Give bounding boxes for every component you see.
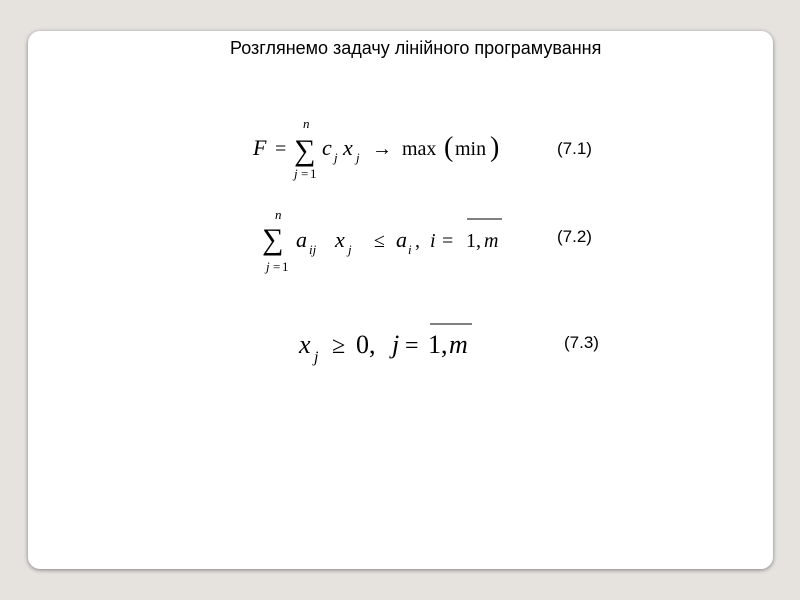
- bound-a-subscript: i: [408, 242, 412, 257]
- sum-lower-one: 1: [282, 259, 289, 274]
- bound-a: a: [396, 227, 407, 252]
- index-i: i: [430, 230, 436, 252]
- sum-symbol: ∑: [262, 223, 284, 256]
- coefficient-a: a: [296, 227, 307, 252]
- equation-number-7-3: (7.3): [564, 333, 599, 352]
- variable-x-subscript: j: [348, 242, 352, 257]
- equation-number-7-1: (7.1): [557, 139, 592, 158]
- variable-x: x: [335, 227, 345, 252]
- formula-7-1: [245, 112, 515, 187]
- equals: =: [442, 230, 454, 252]
- sum-upper-limit: n: [275, 207, 282, 222]
- range-comma: ,: [476, 230, 481, 252]
- greater-or-equal-symbol: ≥: [332, 333, 346, 359]
- max-text: max: [402, 138, 437, 160]
- range-m: m: [449, 330, 468, 359]
- sum-upper-limit: n: [303, 116, 310, 131]
- min-text: min: [455, 138, 487, 160]
- equals: =: [405, 333, 419, 359]
- comma: ,: [369, 330, 376, 359]
- sum-lower-one: 1: [310, 166, 317, 181]
- variable-x-subscript: j: [314, 349, 319, 366]
- coefficient-c: c: [322, 135, 332, 160]
- coefficient-c-subscript: j: [334, 150, 338, 165]
- paren-open: (: [444, 132, 454, 163]
- variable-x-subscript: j: [356, 150, 360, 165]
- sum-lower-j: j: [294, 166, 298, 181]
- sum-lower-equals: =: [273, 259, 281, 274]
- variable-x: x: [299, 330, 311, 359]
- range-one: 1: [428, 330, 441, 359]
- range-m: m: [484, 230, 499, 252]
- sum-lower-j: j: [266, 259, 270, 274]
- paren-close: ): [490, 132, 500, 163]
- comma: ,: [415, 230, 420, 252]
- sum-lower-equals: =: [301, 166, 309, 181]
- zero: 0: [356, 330, 369, 359]
- equation-number-7-2: (7.2): [557, 227, 592, 246]
- formula-equals: =: [275, 138, 287, 160]
- coefficient-a-subscript: ij: [309, 242, 317, 257]
- range-comma: ,: [441, 330, 448, 359]
- formula-lhs-f: F: [253, 135, 267, 160]
- slide-title: Розглянемо задачу лінійного програмування: [230, 38, 602, 58]
- variable-x: x: [343, 135, 353, 160]
- sum-symbol: ∑: [294, 134, 316, 167]
- formula-7-3: [292, 315, 492, 375]
- range-one: 1: [466, 230, 476, 252]
- less-or-equal-symbol: ≤: [374, 230, 385, 252]
- index-j: j: [392, 330, 400, 359]
- formula-7-2: [258, 203, 518, 281]
- arrow-symbol: →: [372, 138, 392, 160]
